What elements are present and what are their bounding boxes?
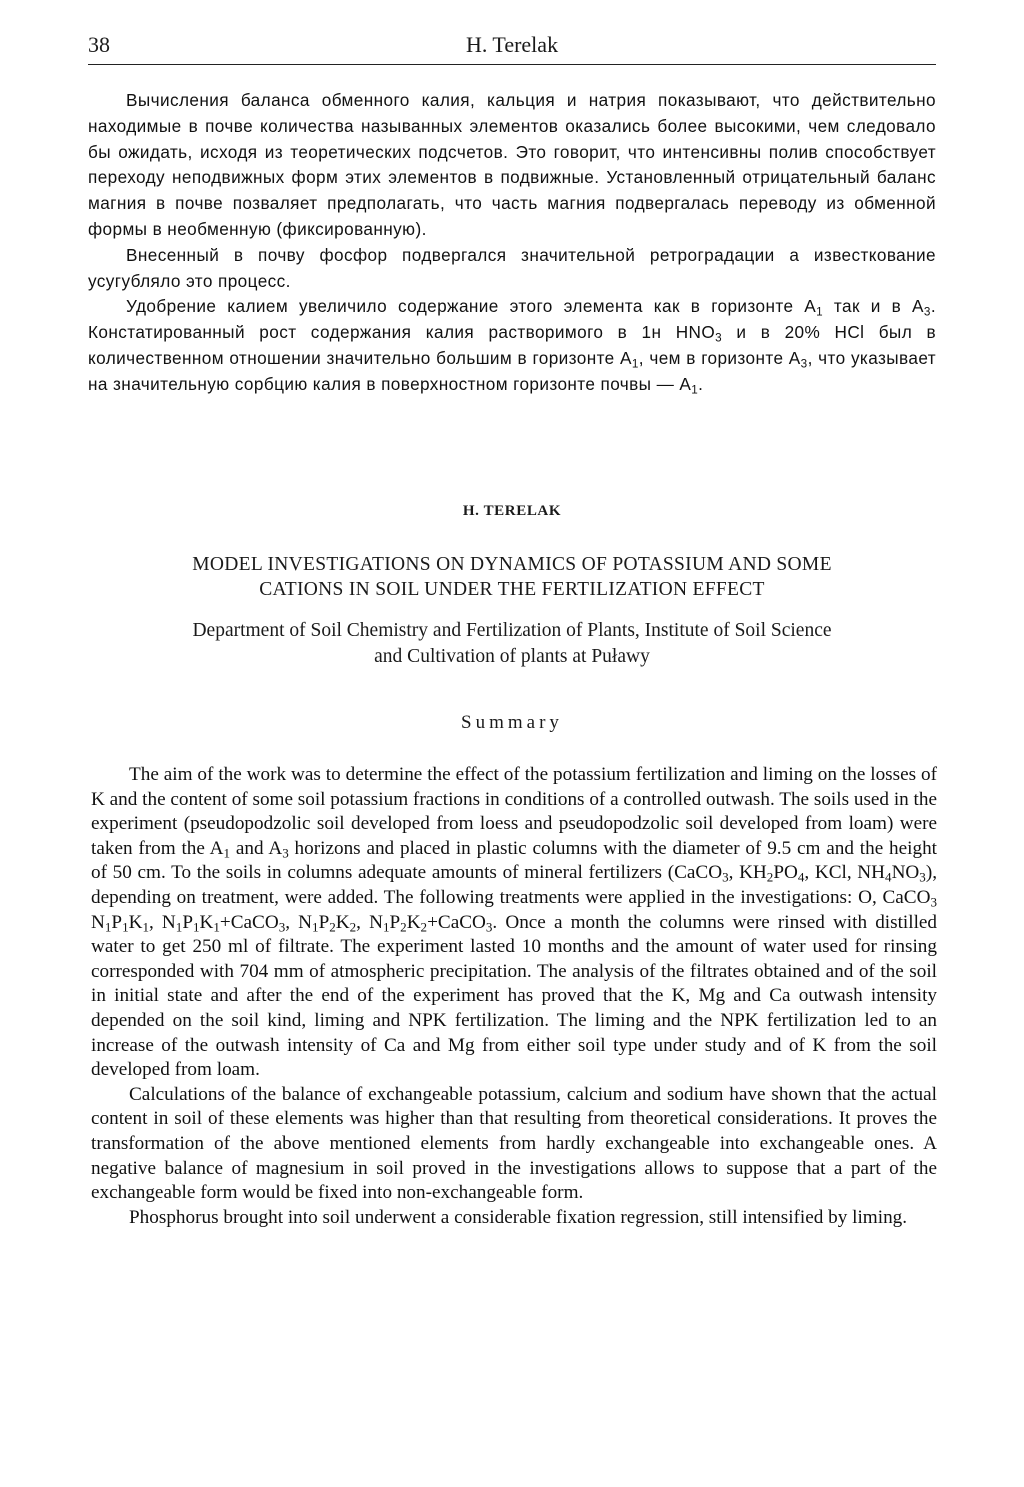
- russian-paragraph-3: Удобрение калием увеличило содержание этого элемента как в горизонте $A_1$ так и в $A_3$. Констатированный рост содержания калия растворимого в 1н $HNO_3$ и в 20% HCl был в количественном отношении значительно большим в горизонте $A_1$, чем в горизонте $A_3$, что указывает на значительную сорбцию калия в поверхностном горизонте почвы — $A_1$.: [88, 296, 936, 397]
- russian-paragraph-2: Внесенный в почву фосфор подвергался значительной ретроградации а известкование усугубляло это процесс.: [88, 244, 936, 291]
- russian-summary: [88, 88, 936, 398]
- affiliation-line-2: and Cultivation of plants at Puławy: [374, 646, 650, 667]
- summary-paragraph-1: The aim of the work was to determine the effect of the potassium fertilization and liming on the losses of K and the content of some soil potassium fractions in conditions of a controlled outwash. The soils used in the experiment (pseudopodzolic soil developed from loess and pseudopodzolic soil developed from loam) were taken from the $A_1$ and $A_3$ horizons and placed in plastic columns with the diameter of 9.5 cm and the height of 50 cm. To the soils in columns adequate amounts of mineral fertilizers (CaCO$_3$, $KH_2PO_4$, KCl, $NH_4NO_3$), depending on treatment, were added. The following treatments were applied in the investigations: O, CaCO$_3$ $N_1P_1K_1$, $N_1P_1K_1+CaCO_3$, $N_1P_2K_2$, $N_1P_2K_2+CaCO_3$. Once a month the columns were rinsed with distilled water to get 250 ml of filtrate. The experiment lasted 10 months and the amount of water used for rinsing corresponded with 704 mm of atmospheric precipitation. The analysis of the filtrates obtained and of the soil in initial state and after the end of the experiment has proved that the K, Mg and Ca outwash intensity depended on the soil kind, liming and NPK fertilization. The liming and the NPK fertilization led to an increase of the outwash intensity of Ca and Mg from either soil type under study and of K from the soil developed from loam.: [91, 764, 938, 1081]
- title-line-2: CATIONS IN SOIL UNDER THE FERTILIZATION EFFECT: [259, 579, 765, 600]
- russian-paragraph-1: Вычисления баланса обменного калия, кальция и натрия показывают, что действительно находимые в почве количества называнных элементов оказались более высокими, чем следовало бы ожидать, исходя из теоретических подсчетов. Это говорит, что интенсивны полив способствует переходу неподвижных форм этих элементов в подвижные. Установленный отрицательный баланс магния в почве позваляет предполагать, что часть магния подвергалась переводу из обменной формы в необменную (фиксированную).: [88, 90, 936, 239]
- page-number: 38: [88, 32, 110, 57]
- affiliation-line-1: Department of Soil Chemistry and Fertilization of Plants, Institute of Soil Science: [192, 620, 832, 641]
- running-author: H. Terelak: [465, 32, 559, 57]
- summary-heading: Summary: [461, 712, 563, 733]
- running-header: [88, 30, 936, 65]
- english-summary: [91, 763, 937, 1230]
- article-author: H. TERELAK: [462, 503, 562, 519]
- title-line-1: MODEL INVESTIGATIONS ON DYNAMICS OF POTASSIUM AND SOME: [192, 554, 832, 575]
- summary-paragraph-3: Phosphorus brought into soil underwent a considerable fixation regression, still intensified by liming.: [129, 1206, 908, 1228]
- affiliation: [88, 618, 936, 670]
- summary-paragraph-2: Calculations of the balance of exchangeable potassium, calcium and sodium have shown that the actual content in soil of these elements was higher than that resulting from theoretical considerations. It proves the transformation of the above mentioned elements from hardly exchangeable into exchangeable ones. A negative balance of magnesium in soil proved in the investigations allows to suppose that a part of the exchangeable form would be fixed into non-exchangeable form.: [91, 1083, 937, 1204]
- article-title: [88, 552, 936, 602]
